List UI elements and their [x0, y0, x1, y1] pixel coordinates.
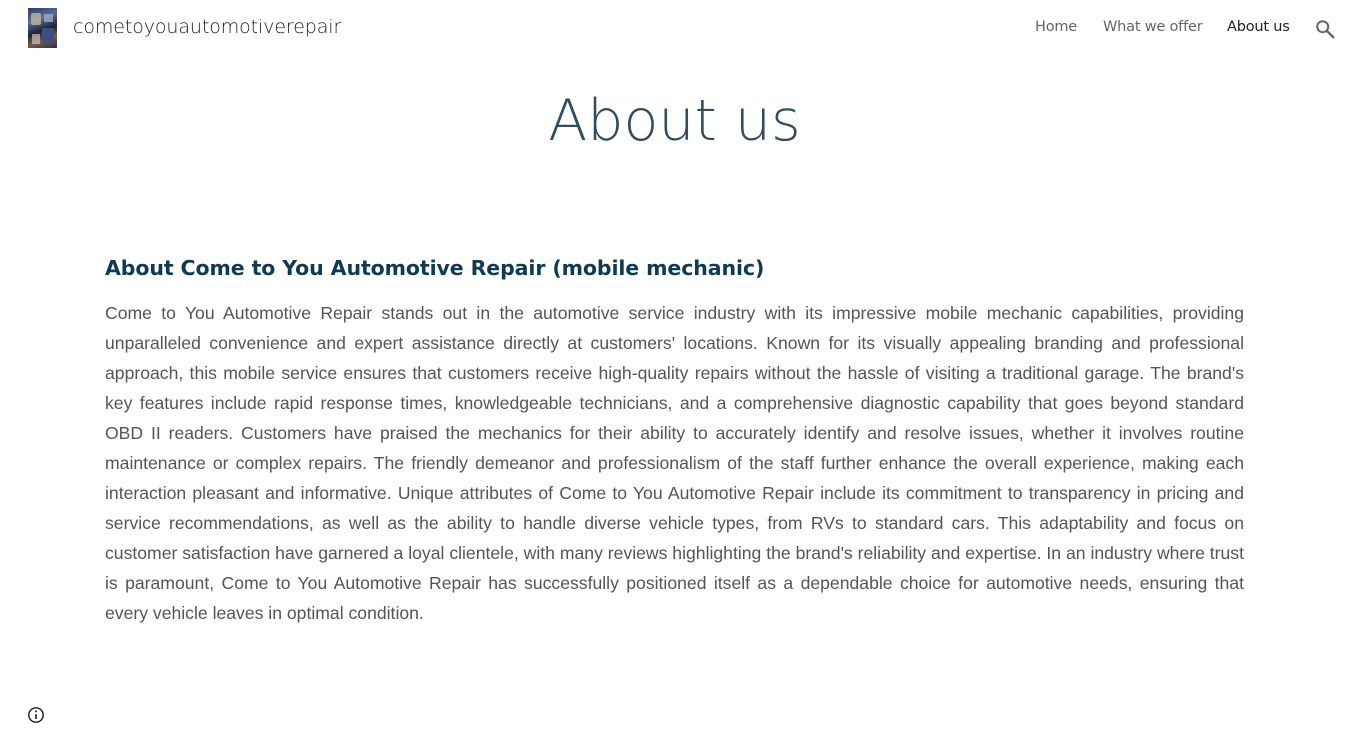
site-header	[0, 0, 1349, 56]
about-body-text: Come to You Automotive Repair stands out in the automotive service industry with its impressive mobile mechanic capabilities, providing unparalleled convenience and expert assistance directly at customers' locations. Known for its visually appealing branding and professional approach, this mobile service ensures that customers receive high-quality repairs without the hassle of visiting a traditional garage. The brand's key features include rapid response times, knowledgeable technicians, and a comprehensive diagnostic capability that goes beyond standard OBD II readers. Customers have praised the mechanics for their ability to accurately identify and resolve issues, whether it involves routine maintenance or complex repairs. The friendly demeanor and professionalism of the staff further enhance the overall experience, making each interaction pleasant and informative. Unique attributes of Come to You Automotive Repair include its commitment to transparency in pricing and service recommendations, as well as the ability to handle diverse vehicle types, from RVs to standard cars. This adaptability and focus on customer satisfaction have garnered a loyal clientele, with many reviews highlighting the brand's reliability and expertise. In an industry where trust is paramount, Come to You Automotive Repair has successfully positioned itself as a dependable choice for automotive needs, ensuring that every vehicle leaves in optimal condition.	[105, 303, 1244, 623]
page-title: About us	[548, 88, 801, 154]
section-heading: About Come to You Automotive Repair (mobile mechanic)	[105, 256, 765, 280]
info-icon[interactable]	[27, 706, 45, 724]
site-logo-image[interactable]	[28, 8, 57, 48]
nav-home[interactable]: Home	[1035, 19, 1078, 35]
search-icon[interactable]	[1314, 18, 1336, 40]
nav-what-we-offer[interactable]: What we offer	[1103, 19, 1203, 35]
nav-about-us[interactable]: About us	[1227, 19, 1290, 35]
site-title[interactable]: cometoyouautomotiverepair	[73, 16, 342, 38]
